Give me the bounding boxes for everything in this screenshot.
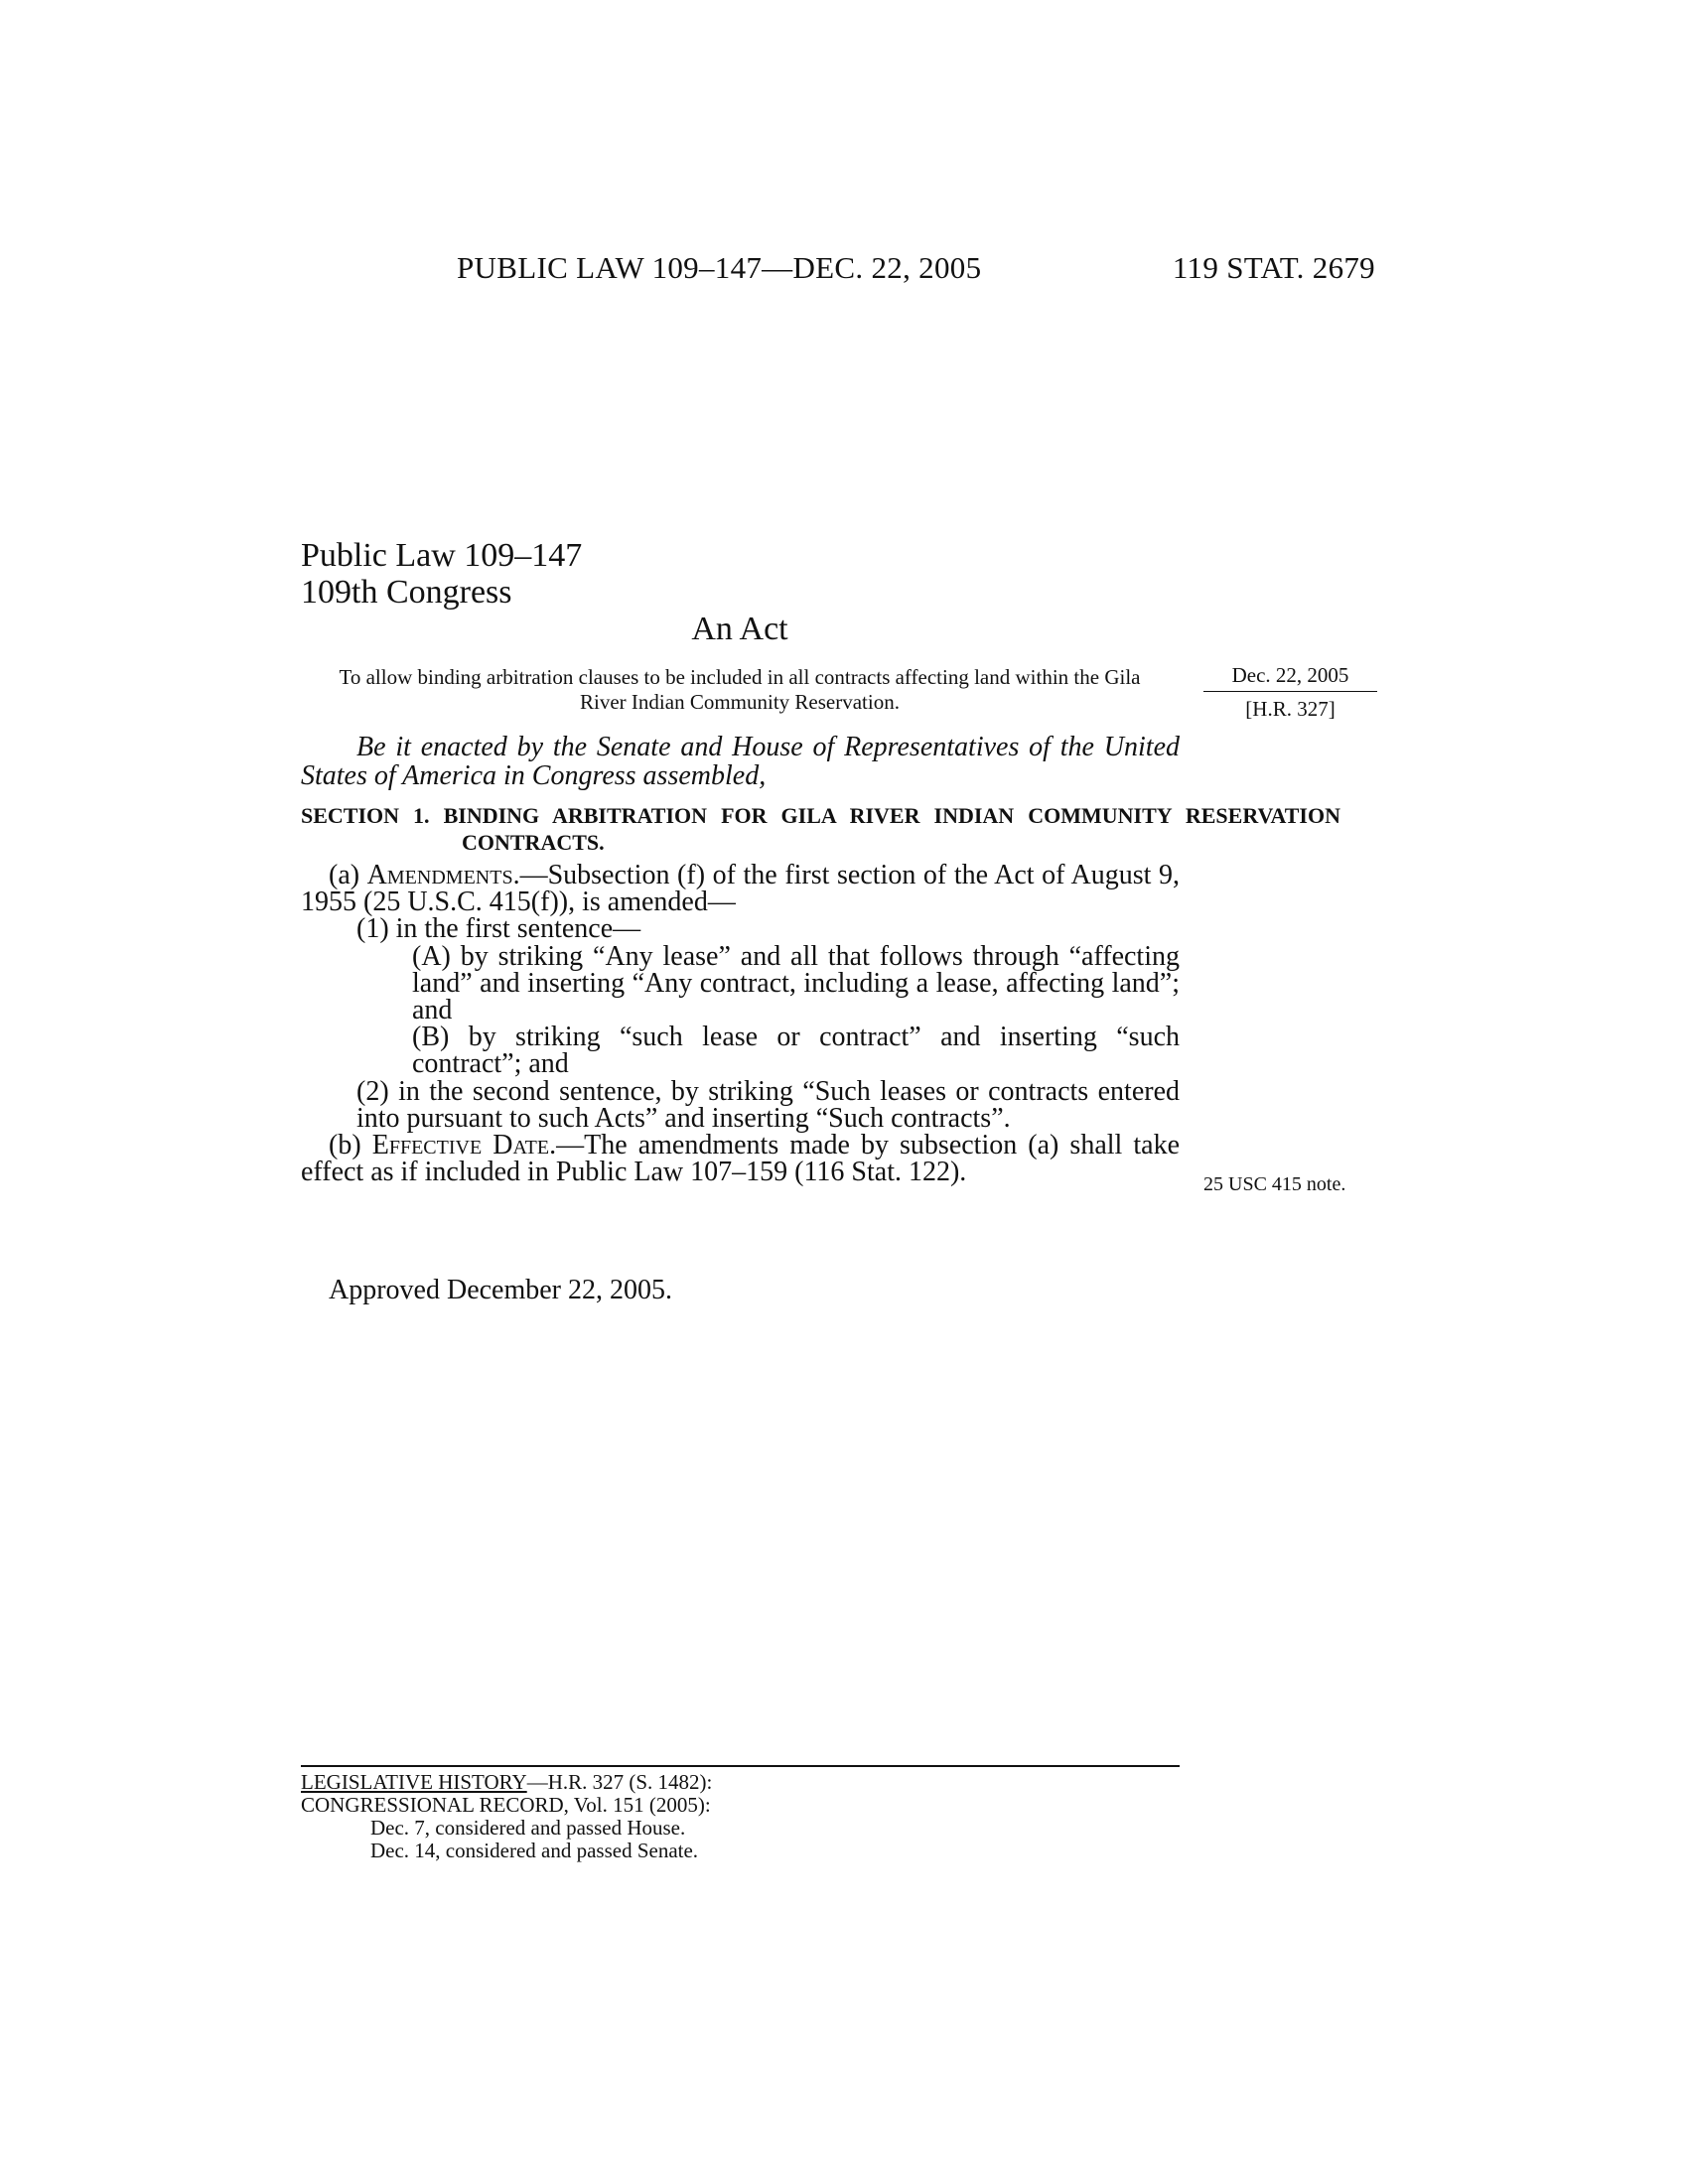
subparagraph-a-text: (A) by striking “Any lease” and all that follows through “affecting land” and inserting “Any contract, including a lease, affecting land”; and	[412, 940, 1180, 1026]
paragraph-2	[301, 1075, 1180, 1134]
subsection-a	[301, 860, 1180, 918]
congress-number: 109th Congress	[301, 574, 512, 611]
legislative-history-bill: —H.R. 327 (S. 1482):	[526, 1770, 713, 1794]
approval-date: Approved December 22, 2005.	[329, 1275, 673, 1305]
section-body	[301, 860, 1181, 1188]
legislative-history	[301, 1771, 712, 1862]
subparagraph-a	[301, 940, 1180, 1026]
enactment-date: Dec. 22, 2005	[1203, 663, 1377, 692]
footer-divider	[301, 1765, 1180, 1767]
paragraph-2-text: (2) in the second sentence, by striking “Such leases or contracts entered into pursuant to such Acts” and inserting “Such contracts”.	[356, 1075, 1180, 1134]
subsection-b-heading: Effective Date	[371, 1130, 550, 1161]
congressional-record: CONGRESSIONAL RECORD, Vol. 151 (2005):	[301, 1793, 711, 1817]
subsection-a-label: (a)	[329, 860, 367, 890]
usc-citation-note: 25 USC 415 note.	[1203, 1173, 1346, 1195]
section-heading: SECTION 1. BINDING ARBITRATION FOR GILA RIVER INDIAN COMMUNITY RESERVATION CONTRACTS.	[301, 803, 1340, 855]
legislative-history-label: LEGISLATIVE HISTORY	[301, 1770, 527, 1794]
act-title: An Act	[691, 611, 788, 647]
bill-number: [H.R. 327]	[1245, 697, 1336, 721]
running-header-law: PUBLIC LAW 109–147—DEC. 22, 2005	[457, 250, 982, 285]
subsection-b-label: (b)	[329, 1130, 372, 1161]
subsection-a-text: .—Subsection (f) of the first section of the Act of August 9, 1955 (25 U.S.C. 415(f)), is amended—	[301, 860, 1180, 918]
subsection-a-heading: Amendments	[366, 860, 513, 890]
subparagraph-b	[301, 1022, 1180, 1080]
enacting-clause: Be it enacted by the Senate and House of Representatives of the United States of America in Congress assembled,	[301, 732, 1180, 791]
enactment-date-note	[1203, 663, 1377, 722]
history-entry-senate: Dec. 14, considered and passed Senate.	[370, 1839, 699, 1862]
paragraph-1: (1) in the first sentence—	[356, 913, 641, 945]
running-header-stat-page: 119 STAT. 2679	[1172, 250, 1375, 285]
law-number: Public Law 109–147	[301, 537, 583, 574]
subsection-b	[301, 1130, 1181, 1188]
legislative-history-title	[301, 1771, 712, 1794]
history-entry-house: Dec. 7, considered and passed House.	[370, 1816, 686, 1840]
subsection-b-text: .—The amendments made by subsection (a) shall take effect as if included in Public Law 107–159 (116 Stat. 122).	[301, 1130, 1181, 1188]
act-purpose: To allow binding arbitration clauses to be included in all contracts affecting land within the Gila River Indian Community Reservation.	[339, 665, 1141, 714]
subparagraph-b-text: (B) by striking “such lease or contract” and inserting “such contract”; and	[412, 1022, 1180, 1080]
